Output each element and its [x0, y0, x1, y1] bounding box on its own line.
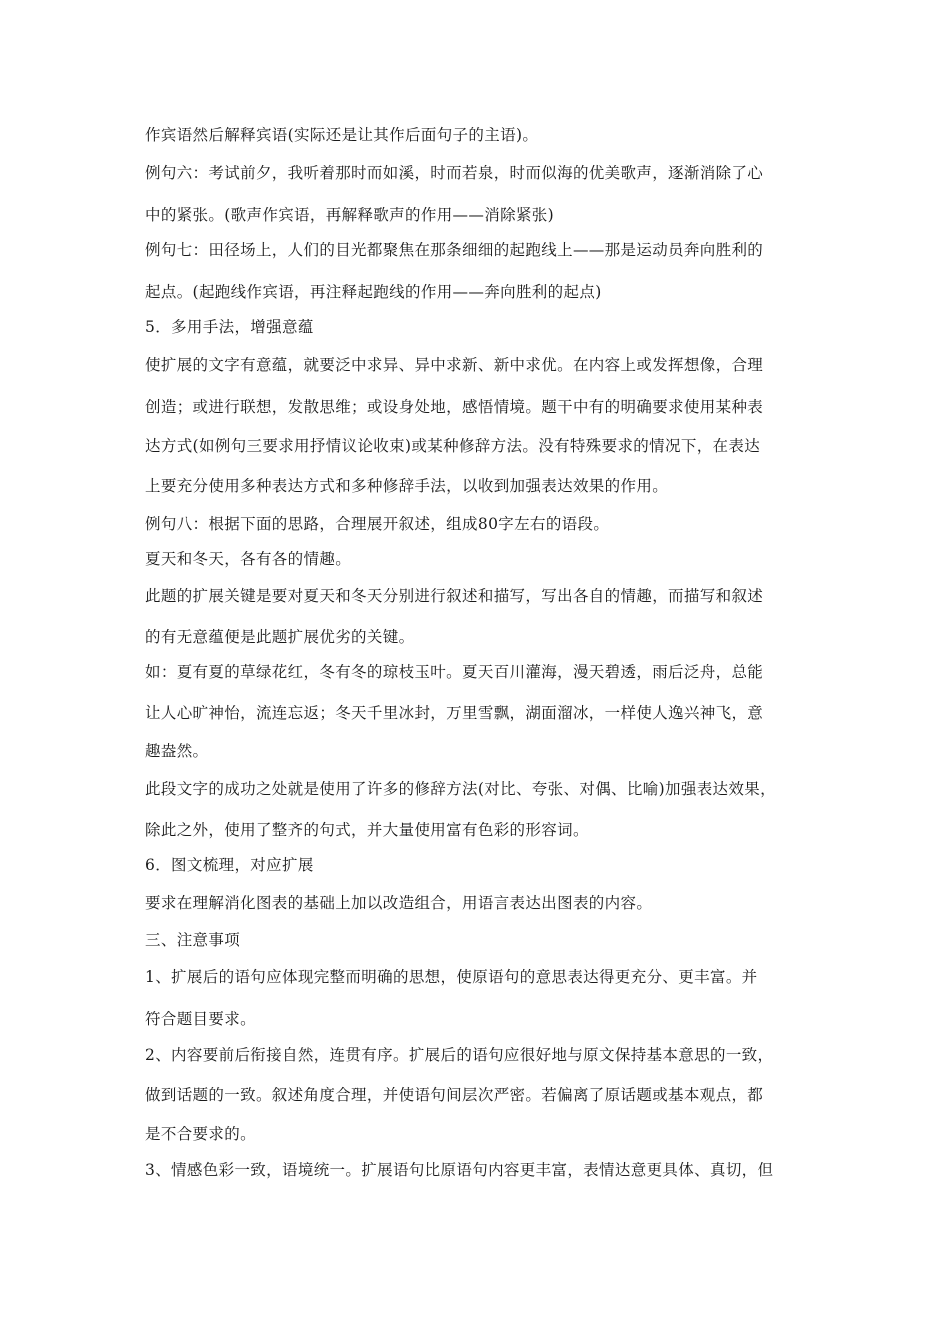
- text-line: 3、情感色彩一致，语境统一。扩展语句比原语句内容更丰富，表情达意更具体、真切，但: [145, 1161, 774, 1179]
- text-line: 此段文字的成功之处就是使用了许多的修辞方法(对比、夸张、对偶、比喻)加强表达效果，: [145, 780, 776, 798]
- text-line: 使扩展的文字有意蕴，就要泛中求异、异中求新、新中求优。在内容上或发挥想像，合理: [145, 356, 764, 374]
- text-line: 作宾语然后解释宾语(实际还是让其作后面句子的主语)。: [145, 126, 539, 144]
- text-line: 2、内容要前后衔接自然，连贯有序。扩展后的语句应很好地与原文保持基本意思的一致，: [145, 1046, 774, 1064]
- text-line: 的有无意蕴便是此题扩展优劣的关键。: [145, 628, 415, 646]
- text-line: 1、扩展后的语句应体现完整而明确的思想，使原语句的意思表达得更充分、更丰富。并: [145, 968, 758, 986]
- text-line: 做到话题的一致。叙述角度合理，并使语句间层次严密。若偏离了原话题或基本观点，都: [145, 1086, 764, 1104]
- text-line: 夏天和冬天，各有各的情趣。: [145, 550, 352, 568]
- text-line: 达方式(如例句三要求用抒情议论收束)或某种修辞方法。没有特殊要求的情况下，在表达: [145, 437, 761, 455]
- section-heading: 6．图文梳理，对应扩展: [145, 856, 314, 874]
- text-line: 符合题目要求。: [145, 1010, 256, 1028]
- text-line: 例句七：田径场上，人们的目光都聚焦在那条细细的起跑线上——那是运动员奔向胜利的: [145, 241, 764, 259]
- text-line: 起点。(起跑线作宾语，再注释起跑线的作用——奔向胜利的起点): [145, 283, 602, 301]
- text-line: 例句六：考试前夕，我听着那时而如溪，时而若泉，时而似海的优美歌声，逐渐消除了心: [145, 164, 764, 182]
- text-line: 例句八：根据下面的思路，合理展开叙述，组成80字左右的语段。: [145, 515, 610, 533]
- text-line: 除此之外，使用了整齐的句式，并大量使用富有色彩的形容词。: [145, 821, 589, 839]
- section-heading: 5．多用手法，增强意蕴: [145, 318, 314, 336]
- text-line: 创造；或进行联想，发散思维；或设身处地，感悟情境。题干中有的明确要求使用某种表: [145, 398, 764, 416]
- text-line: 是不合要求的。: [145, 1125, 256, 1143]
- text-line: 如：夏有夏的草绿花红，冬有冬的琼枝玉叶。夏天百川灌海，漫天碧透，雨后泛舟，总能: [145, 663, 764, 681]
- section-heading: 三、注意事项: [145, 931, 241, 949]
- text-line: 要求在理解消化图表的基础上加以改造组合，用语言表达出图表的内容。: [145, 894, 653, 912]
- text-line: 趣盎然。: [145, 742, 209, 760]
- text-line: 上要充分使用多种表达方式和多种修辞手法，以收到加强表达效果的作用。: [145, 477, 669, 495]
- text-line: 中的紧张。(歌声作宾语，再解释歌声的作用——消除紧张): [145, 206, 555, 224]
- text-line: 此题的扩展关键是要对夏天和冬天分别进行叙述和描写，写出各自的情趣，而描写和叙述: [145, 587, 764, 605]
- text-line: 让人心旷神怡，流连忘返；冬天千里冰封，万里雪飘，湖面溜冰，一样使人逸兴神飞，意: [145, 704, 764, 722]
